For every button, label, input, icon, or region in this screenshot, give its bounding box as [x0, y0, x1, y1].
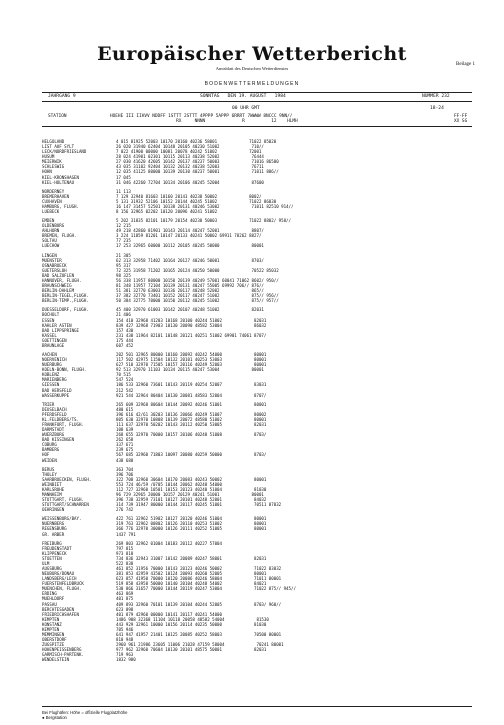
station-name: BAD LIPPSPRINGE [42, 327, 79, 333]
station-name: BERCHTESGADEN [42, 606, 75, 612]
station-name: REGENSBURG [42, 526, 67, 532]
station-values: 438 688 [116, 457, 134, 463]
station-name: MUEHLDORF [42, 596, 65, 602]
station-name: DARMSTADT [42, 427, 65, 433]
station-name: OEHRINGEN [42, 507, 65, 513]
station-name: AACHEN [42, 351, 57, 357]
divider-header-bottom [42, 126, 472, 127]
station-values: 627 510 32970 71505 10157 20116 40249 52003 80001 [116, 362, 267, 368]
station-values: 7 129 32940 81603 10160 20143 40238 50002 8002/ [116, 193, 262, 199]
station-values: 112 727 32960 10501 10153 20123 40240 51004 81030 [116, 486, 267, 492]
station-name: PFERDSFELD [42, 411, 67, 417]
station-values: 396 738 32959 73101 10127 20101 40248 52001 84032 [116, 497, 267, 503]
station-values: 12 215 [116, 223, 131, 229]
station-name: FRANKFURT, FLUGH. [42, 421, 84, 427]
issue-number: NUMMER 232 [422, 94, 450, 99]
divider-bottom [42, 706, 472, 707]
station-values: 98 325 [116, 272, 131, 278]
station-values: 108 639 [116, 427, 134, 433]
station-values: 607 452 [116, 342, 134, 348]
station-name: BAMBERG [42, 447, 60, 453]
station-values: 31 046 42260 72704 10134 20106 40245 52004 87600 [116, 179, 264, 185]
station-values: 363 704 [116, 466, 134, 472]
station-name: KIEL-HOLTENAU [42, 179, 75, 185]
station-name: HOF [42, 452, 50, 458]
jahrgang-label: JAHRGANG 9 [48, 94, 76, 99]
station-values: 72 325 31958 71202 10165 20124 40250 50000 70522 85032 [116, 267, 279, 273]
station-name: BAD HERSFELD [42, 387, 72, 393]
station-values: 734 836 32943 31007 10142 20089 40247 58001 82031 [116, 555, 267, 561]
station-values: 186 533 32960 73601 10143 20119 40254 52007 83031 [116, 382, 267, 388]
station-values: 11 113 [116, 188, 131, 194]
station-values: 212 542 [116, 387, 134, 393]
station-name: GOETTINGEN [42, 337, 67, 343]
station-values: 70 515 [116, 372, 131, 378]
station-values: 4 015 81925 52003 10170 20160 40236 58001 71022 85020 [116, 139, 277, 144]
station-name: BERLIN-TEMP.,FLUGH. [42, 298, 89, 304]
station-name: BRAUNLAGE [42, 342, 65, 348]
station-values: 973 818 [116, 550, 134, 556]
station-name: STOETTEN [42, 555, 62, 561]
divider-top [42, 92, 472, 93]
station-name: KASSEL [42, 332, 57, 338]
station-name: GIESSEN [42, 382, 60, 388]
station-name: AUGSBURG [42, 566, 62, 572]
column-codes-header-2: RX NNNN R 12 HLMH [110, 119, 298, 124]
column-codes-header: HOEHE III IIHVV NDDFF 1STTT 2STTT 4PPPP 5APPP 6RRRT 7WWWW 8NCCC 9NN// [110, 114, 293, 119]
station-name: LINGEN [42, 252, 57, 258]
station-values: 81 348 11957 72104 10139 20131 40247 55005 69992 706// 876// [116, 283, 264, 289]
station-name: EMDEN [42, 218, 55, 224]
station-name: LIST AUF SYLT [42, 144, 75, 150]
station-values: 797 815 [116, 545, 134, 551]
station-name: HAMBURG, FLUGH. [42, 203, 79, 209]
station-name: OBERSTDORF [42, 637, 67, 643]
table-row [42, 657, 482, 662]
station-values: 463 869 [116, 591, 134, 597]
column-right-header-2: XX SG [454, 119, 468, 124]
station-name: WUERZBURG [42, 432, 65, 438]
station-values: 276 742 [116, 507, 134, 513]
station-name: KL.FELDBERG/TS. [42, 416, 79, 422]
station-name: WEIDEN [42, 457, 57, 463]
station-name: NOERVENICH [42, 357, 67, 363]
station-name: TRIER [42, 401, 55, 407]
report-title: Europäischer Wetterbericht [97, 43, 407, 65]
station-name: WASSERKUPPE [42, 392, 70, 398]
station-name: BAD KISSINGEN [42, 437, 75, 443]
station-name: HUSUM [42, 154, 55, 160]
station-values: 28 024 41901 02301 10115 20113 40238 52002 76444 [116, 154, 264, 160]
station-name: MARIENBERG [42, 377, 67, 383]
station-name: BREMERHAVEN [42, 193, 70, 199]
station-name: LUECHOW [42, 243, 60, 249]
station-name: BRAUNSCHWEIG [42, 283, 72, 289]
station-name: NUERNBERG [42, 521, 65, 527]
station-name: MUENSTER [42, 257, 62, 263]
station-values: 921 544 32964 80404 10130 20081 48583 52004 8707/ [116, 392, 267, 398]
station-values: 111 637 32970 50202 10143 20112 40250 53005 82031 [116, 421, 267, 427]
station-values: 51 381 32770 63003 10136 20117 40248 52002 865// [116, 288, 264, 294]
station-name: BAD SALZUFLEN [42, 272, 75, 278]
station-values: 62 313 32958 71402 10164 20127 40246 50001 8703/ [116, 257, 264, 263]
station-name: DEUSELBACH [42, 406, 67, 412]
station-values: 12 035 41125 80000 10139 20130 40237 50001 71011 886// [116, 169, 279, 175]
observation-time: 00 UHR GMT [232, 106, 260, 111]
station-name: OSNABRUECK [42, 262, 67, 268]
station-values: 56 338 11957 80000 10150 20139 40249 57001 60041 71062 8602/ 950// [116, 277, 279, 283]
station-name: FREIBURG [42, 540, 62, 546]
station-values: 262 658 [116, 437, 134, 443]
station-name: KOELN-BONN, FLUGH. [42, 367, 87, 373]
station-name: GR. ARBER [42, 531, 65, 537]
station-values: 50 384 32775 70000 10150 20112 40245 51002 875// 957// [116, 298, 279, 304]
station-values: 16 147 31457 52501 10138 20131 40246 53002 71011 82510 914// [116, 203, 294, 209]
station-name: WEISSENBURG/BAY. [42, 516, 82, 522]
station-values: 409 893 32960 70101 10139 20104 40244 52005 8703/ 960// [116, 601, 282, 607]
station-values: 567 685 32960 71803 10097 20080 40259 50000 8703/ [116, 452, 267, 458]
station-values: 839 427 32968 71903 10130 20090 48582 53004 86032 [116, 322, 267, 328]
station-table [42, 139, 482, 663]
station-values: 49 218 42860 81901 10143 20114 40247 52001 8807/ [116, 228, 264, 234]
station-name: HELGOLAND [42, 139, 65, 144]
station-values: 396 706 [116, 471, 134, 477]
station-values: 396 616 42/61 30203 10136 20066 40249 51007 80002 [116, 411, 267, 417]
station-values: 547 524 [116, 377, 134, 383]
station-values: 810 948 [116, 637, 134, 643]
station-name: BREMEN, FLUGH. [42, 233, 77, 239]
station-name: GUETERSLOH [42, 267, 67, 273]
station-values: 27 030 41620 42605 10142 20137 40237 50003 71016 86500 [116, 159, 279, 165]
station-name: STUTTGART, FLUGH. [42, 497, 84, 503]
section-title: BODENWETTERMELDUNGEN [204, 81, 300, 87]
station-values: 977 962 32960 70604 10130 20101 48575 50001 82031 [116, 647, 267, 653]
station-name: NEUBURG/DONAU [42, 571, 75, 577]
station-name: KLIPPENECK [42, 550, 67, 556]
station-name: DUESSELDORF, FLUGH. [42, 307, 89, 313]
station-values: 45 400 32970 61003 10142 20107 40248 51002 82031 [116, 307, 264, 313]
station-values: 117 502 42975 11504 10132 20101 40253 53003 80001 [116, 357, 267, 363]
station-name: ZUGSPITZE [42, 642, 65, 648]
station-values: 641 947 41957 21401 10125 20085 40252 58003 70500 80001 [116, 632, 282, 638]
station-values: 480 615 [116, 406, 134, 412]
station-values: 461 852 31956 70000 10143 20123 40246 50002 71022 83032 [116, 566, 282, 572]
station-values: 5 131 31932 52106 10152 20144 40245 51002 71022 86030 [116, 198, 277, 204]
station-name: PASSAU [42, 601, 57, 607]
station-name: SCHLESWIG [42, 164, 65, 170]
station-values: 92 513 32970 11103 10134 20115 40247 53004 80001 [116, 367, 264, 373]
station-values: 366 776 32970 30000 10126 20111 40252 51005 80001 [116, 526, 267, 532]
station-values: 268 655 32970 70000 10157 20106 40248 51008 8703/ [116, 432, 267, 438]
report-subtitle: Amtsblatt des Deutschen Wetterdienstes [215, 66, 289, 71]
station-name: KONSTANZ [42, 621, 62, 627]
station-values: 401 879 42960 00000 10141 20117 40241 54000 [116, 611, 222, 617]
station-name: LANDSBERG/LECH [42, 576, 77, 582]
station-name: LUEBECK [42, 209, 60, 215]
station-name: BERLIN-DAHLEM [42, 288, 75, 294]
station-values: 401 875 [116, 596, 134, 602]
station-name: GARMISCH-PARTENK. [42, 652, 84, 658]
footer-notes [42, 710, 127, 720]
station-values: 314 739 31947 80000 10144 20117 40245 51001 70511 87032 [116, 502, 282, 508]
station-values: 623 857 41950 70000 10120 20086 40246 58004 71011 80001 [116, 576, 282, 582]
station-values: 1486 908 32368 11104 10118 20058 48582 54004 81530 [116, 616, 269, 622]
column-station-header: STATION [48, 114, 67, 119]
station-name: WEINBIET [42, 481, 62, 487]
station-name: ESSEN [42, 317, 55, 323]
station-values: 175 444 [116, 337, 134, 343]
station-values: 154 410 32968 41203 10168 20100 40244 51002 82031 [116, 317, 267, 323]
footer-note-mountain: ● Bergstation [42, 715, 67, 720]
column-right-header: FF-FF [454, 114, 468, 119]
station-name: FREUDENSTADT [42, 545, 72, 551]
station-name: KARLSRUHE [42, 486, 65, 492]
station-values: 269 803 32962 01004 10183 20112 40227 57004 [116, 540, 222, 546]
station-values: 443 929 32961 10000 10156 20114 40235 50000 81030 [116, 621, 267, 627]
station-values: 805 630 32970 10808 10139 20072 48580 51002 80001 [116, 416, 267, 422]
station-values: 157 430 [116, 327, 134, 333]
station-values: 2960 961 21986 23605 11006 21028 47159 58004 70241 80001 [116, 642, 284, 648]
station-name: HANNOVER, FLUGH. [42, 277, 82, 283]
station-values: 322 708 32960 30604 10170 20083 40243 50002 80001 [116, 476, 267, 482]
station-values: 265 609 32968 80604 10144 20092 40246 51001 80001 [116, 401, 267, 407]
station-name: FRIEDRICHSHAFEN [42, 611, 79, 617]
station-values: 239 675 [116, 447, 134, 453]
station-values: 422 761 32962 51902 10127 20120 40246 51004 80001 [116, 516, 267, 522]
station-values: 77 235 [116, 238, 131, 244]
station-name: HOHN [42, 169, 52, 175]
station-values: 530 866 31657 70000 10144 20119 40247 53004 71022 875// 945// [116, 586, 296, 592]
date-label: SONNTAG DEN 19. AUGUST 1984 [200, 94, 286, 99]
station-values: 319 763 32962 00802 10126 20110 40253 51002 80001 [116, 521, 267, 527]
station-values: 17 253 32965 60000 10112 20105 40245 50000 80001 [116, 243, 264, 249]
station-name: KIEL-KRONSHAGEN [42, 174, 79, 180]
station-name: AHLHORN [42, 228, 60, 234]
station-name: NORDERNEY [42, 188, 65, 194]
station-values: 381 853 42959 43502 10124 20093 40260 52005 80001 [116, 571, 267, 577]
station-name: ULM [42, 560, 50, 566]
station-name: THOLEY [42, 471, 57, 477]
station-name: KAHLER ASTEN [42, 322, 72, 328]
station-values: 96 729 32965 20000 10157 20129 40241 51001 80001 [116, 492, 264, 497]
station-values: 5 202 31835 82101 10179 20154 40238 50003 71022 8802/ 958// [116, 218, 291, 224]
observation-time-right: 18-24 [430, 106, 444, 111]
station-values: 623 898 [116, 606, 134, 612]
beilage-label: Beilage 1 [456, 62, 476, 67]
station-name: HOHENPEISSENBERG [42, 647, 82, 653]
station-name: BERLIN-TEGEL,FLUGH. [42, 293, 89, 299]
station-name: BOCHOLT [42, 312, 60, 318]
station-values: 8 156 32965 02202 10120 20096 40241 51002 [116, 209, 218, 215]
station-values: 553 724 46/59 /0705 10144 20062 40248 54000 [116, 481, 222, 487]
station-values: 705 946 [116, 626, 134, 632]
station-values: 3 224 11859 81201 10147 20133 40241 50002 69911 78262 8827/ [116, 233, 262, 239]
station-values: 522 838 [116, 560, 134, 566]
station-values: 37 382 32770 73401 10152 20117 40247 51002 875// 956// [116, 293, 279, 299]
station-values: 337 671 [116, 442, 134, 448]
station-name: SOLTAU [42, 238, 57, 244]
station-name: KEMPTEN [42, 616, 60, 622]
station-name: OLDENBURG [42, 223, 65, 229]
station-name: MEIERWIK [42, 159, 62, 165]
station-name: NUERBURG [42, 362, 62, 368]
station-values: 21 406 [116, 312, 131, 318]
station-name: CUXHAVEN [42, 198, 62, 204]
station-name: KOBLENZ [42, 372, 60, 378]
station-values: 202 501 32965 80000 10160 20092 40242 54000 80001 [116, 351, 267, 357]
station-name: MEMMINGEN [42, 632, 65, 638]
footer-note-airport: Bei Flughäfen: Höhe = offizielle Flugplatzhöhe [42, 710, 128, 715]
station-values: 1832 980 [116, 657, 136, 663]
station-name: COBURG [42, 442, 57, 448]
station-name: MANNHEIM [42, 492, 62, 497]
station-name: WENDELSTEIN [42, 657, 70, 663]
station-name: FUERSTENFELDBRUCK [42, 581, 84, 587]
station-values: 17 045 [116, 174, 131, 180]
station-values: 95 317 [116, 262, 131, 268]
station-name: SAARBRUECKEN, FLUGH. [42, 476, 92, 482]
station-name: BERUS [42, 466, 55, 472]
station-name: STUTTGART/SCHNARREN [42, 502, 89, 508]
station-values: 1437 791 [116, 531, 136, 537]
station-values: 719 963 [116, 652, 134, 658]
station-values: 519 858 43958 50000 10140 20104 40248 54002 84021 [116, 581, 267, 587]
station-values: 26 020 31940 62404 10148 20105 40230 51002 710// [116, 144, 264, 150]
station-values: 21 305 [116, 252, 131, 258]
station-name: LECK/NORDFRIESLAND [42, 149, 87, 155]
station-name: KEMPTEN [42, 626, 60, 632]
divider-middle [42, 101, 472, 102]
station-values: 43 035 31102 92404 10132 20132 40238 52003 76711 [116, 164, 264, 170]
station-values: 231 438 11964 82101 10148 20121 40251 51002 69901 74061 8707/ [116, 332, 267, 338]
station-name: ERDING [42, 591, 57, 597]
station-name: MUENCHEN, FLUGH. [42, 586, 82, 592]
station-values: 7 022 41900 00000 10081 20078 40242 51002 72001 [116, 149, 262, 155]
